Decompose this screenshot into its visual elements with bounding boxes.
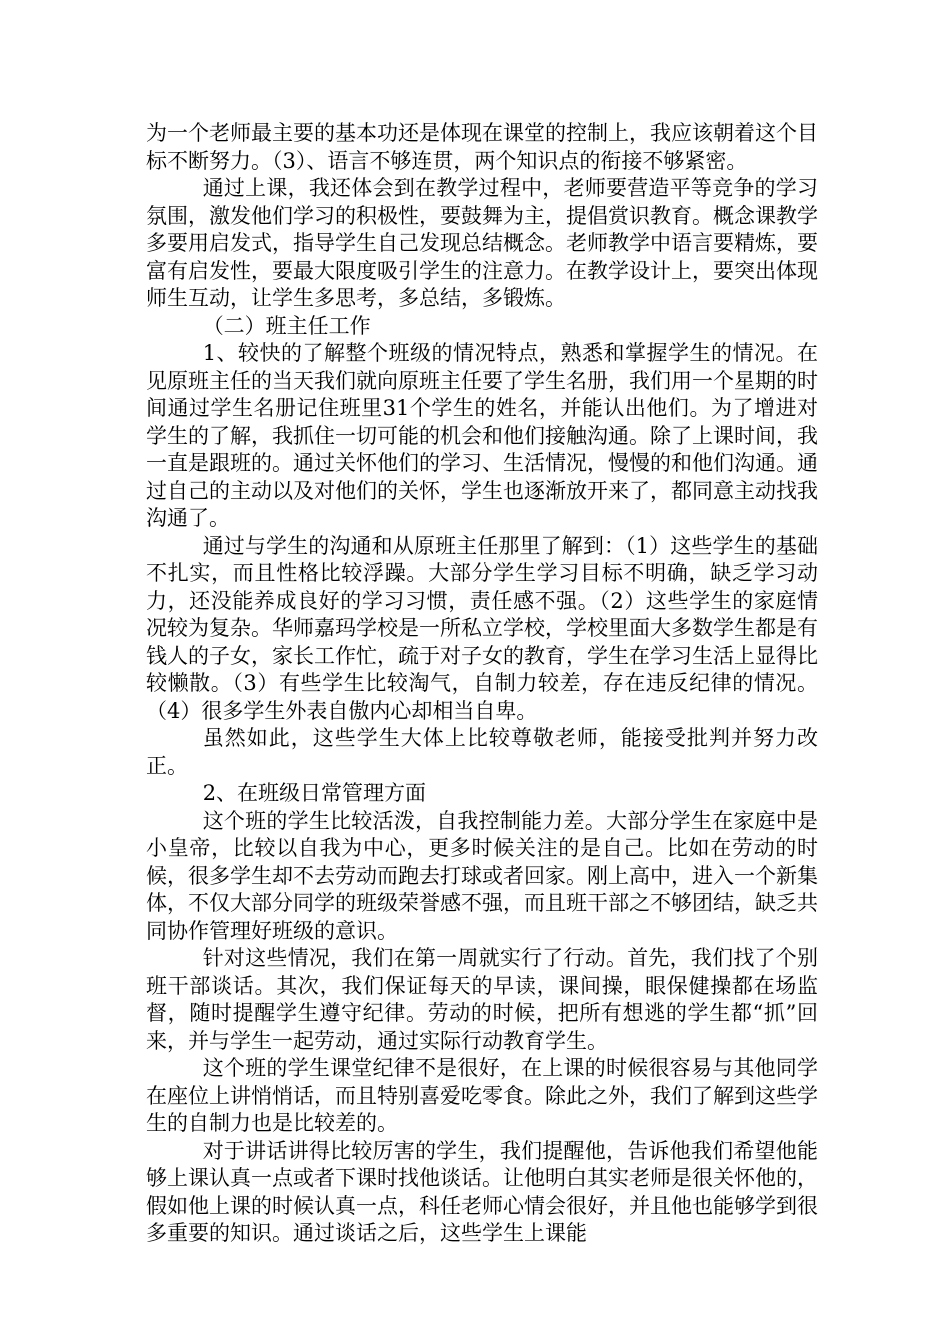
paragraph-actions-taken: 针对这些情况，我们在第一周就实行了行动。首先，我们找了个别班干部谈话。其次，我们保证每天的早读，课间操，眼保健操都在场监督，随时提醒学生遵守纪律。劳动的时候，把所有想逃的学生都“抓”回来，并与学生一起劳动，通过实际行动教育学生。 bbox=[146, 946, 818, 1053]
paragraph-student-findings: 通过与学生的沟通和从原班主任那里了解到：（1）这些学生的基础不扎实，而且性格比较浮躁。大部分学生学习目标不明确，缺乏学习动力，还没能养成良好的学习习惯，责任感不强。（2）这些学生的家庭情况较为复杂。华师嘉玛学校是一所私立学校，学校里面大多数学生都是有钱人的子女，家长工作忙，疏于对子女的教育，学生在学习生活上显得比较懒散。（3）有些学生比较淘气，自制力较差，存在违反纪律的情况。（4）很多学生外表自傲内心却相当自卑。 bbox=[146, 533, 818, 723]
paragraph-class-character: 这个班的学生比较活泼，自我控制能力差。大部分学生在家庭中是小皇帝，比较以自我为中心，更多时候关注的是自己。比如在劳动的时候，很多学生却不去劳动而跑去打球或者回家。刚上高中，进入一个新集体，不仅大部分同学的班级荣誉感不强，而且班干部之不够团结，缺乏共同协作管理好班级的意识。 bbox=[146, 808, 818, 943]
paragraph-teaching-reflection: 通过上课，我还体会到在教学过程中，老师要营造平等竞争的学习氛围，激发他们学习的积极性，要鼓舞为主，提倡赏识教育。概念课教学多要用启发式，指导学生自己发现总结概念。老师教学中语言要精炼，要富有启发性，要最大限度吸引学生的注意力。在教学设计上，要突出体现师生互动，让学生多思考，多总结，多锻炼。 bbox=[146, 176, 818, 310]
paragraph-understanding-class: 1、较快的了解整个班级的情况特点，熟悉和掌握学生的情况。在见原班主任的当天我们就向原班主任要了学生名册，我们用一个星期的时间通过学生名册记住班里31个学生的姓名，并能认出他们。为了增进对学生的了解，我抓住一切可能的机会和他们接触沟通。除了上课时间，我一直是跟班的。通过关怀他们的学习、生活情况，慢慢的和他们沟通。通过自己的主动以及对他们的关怀，学生也逐渐放开来了，都同意主动找我沟通了。 bbox=[146, 341, 818, 530]
paragraph-continuation: 为一个老师最主要的基本功还是体现在课堂的控制上，我应该朝着这个目标不断努力。（3）、语言不够连贯，两个知识点的衔接不够紧密。 bbox=[146, 121, 818, 173]
subheading-daily-management: 2、在班级日常管理方面 bbox=[202, 781, 427, 805]
section-heading-class-teacher-work: （二）班主任工作 bbox=[202, 313, 371, 338]
paragraph-respect-teachers: 虽然如此，这些学生大体上比较尊敬老师，能接受批判并努力改正。 bbox=[146, 726, 818, 778]
document-page bbox=[146, 120, 818, 1248]
paragraph-talking-students: 对于讲话讲得比较厉害的学生，我们提醒他，告诉他我们希望他能够上课认真一点或者下课时找他谈话。让他明白其实老师是很关怀他的，假如他上课的时候认真一点，科任老师心情会很好，并且他也能够学到很多重要的知识。通过谈话之后，这些学生上课能 bbox=[146, 1138, 818, 1245]
paragraph-classroom-discipline: 这个班的学生课堂纪律不是很好，在上课的时候很容易与其他同学在座位上讲悄悄话，而且特别喜爱吃零食。除此之外，我们了解到这些学生的自制力也是比较差的。 bbox=[146, 1056, 818, 1135]
